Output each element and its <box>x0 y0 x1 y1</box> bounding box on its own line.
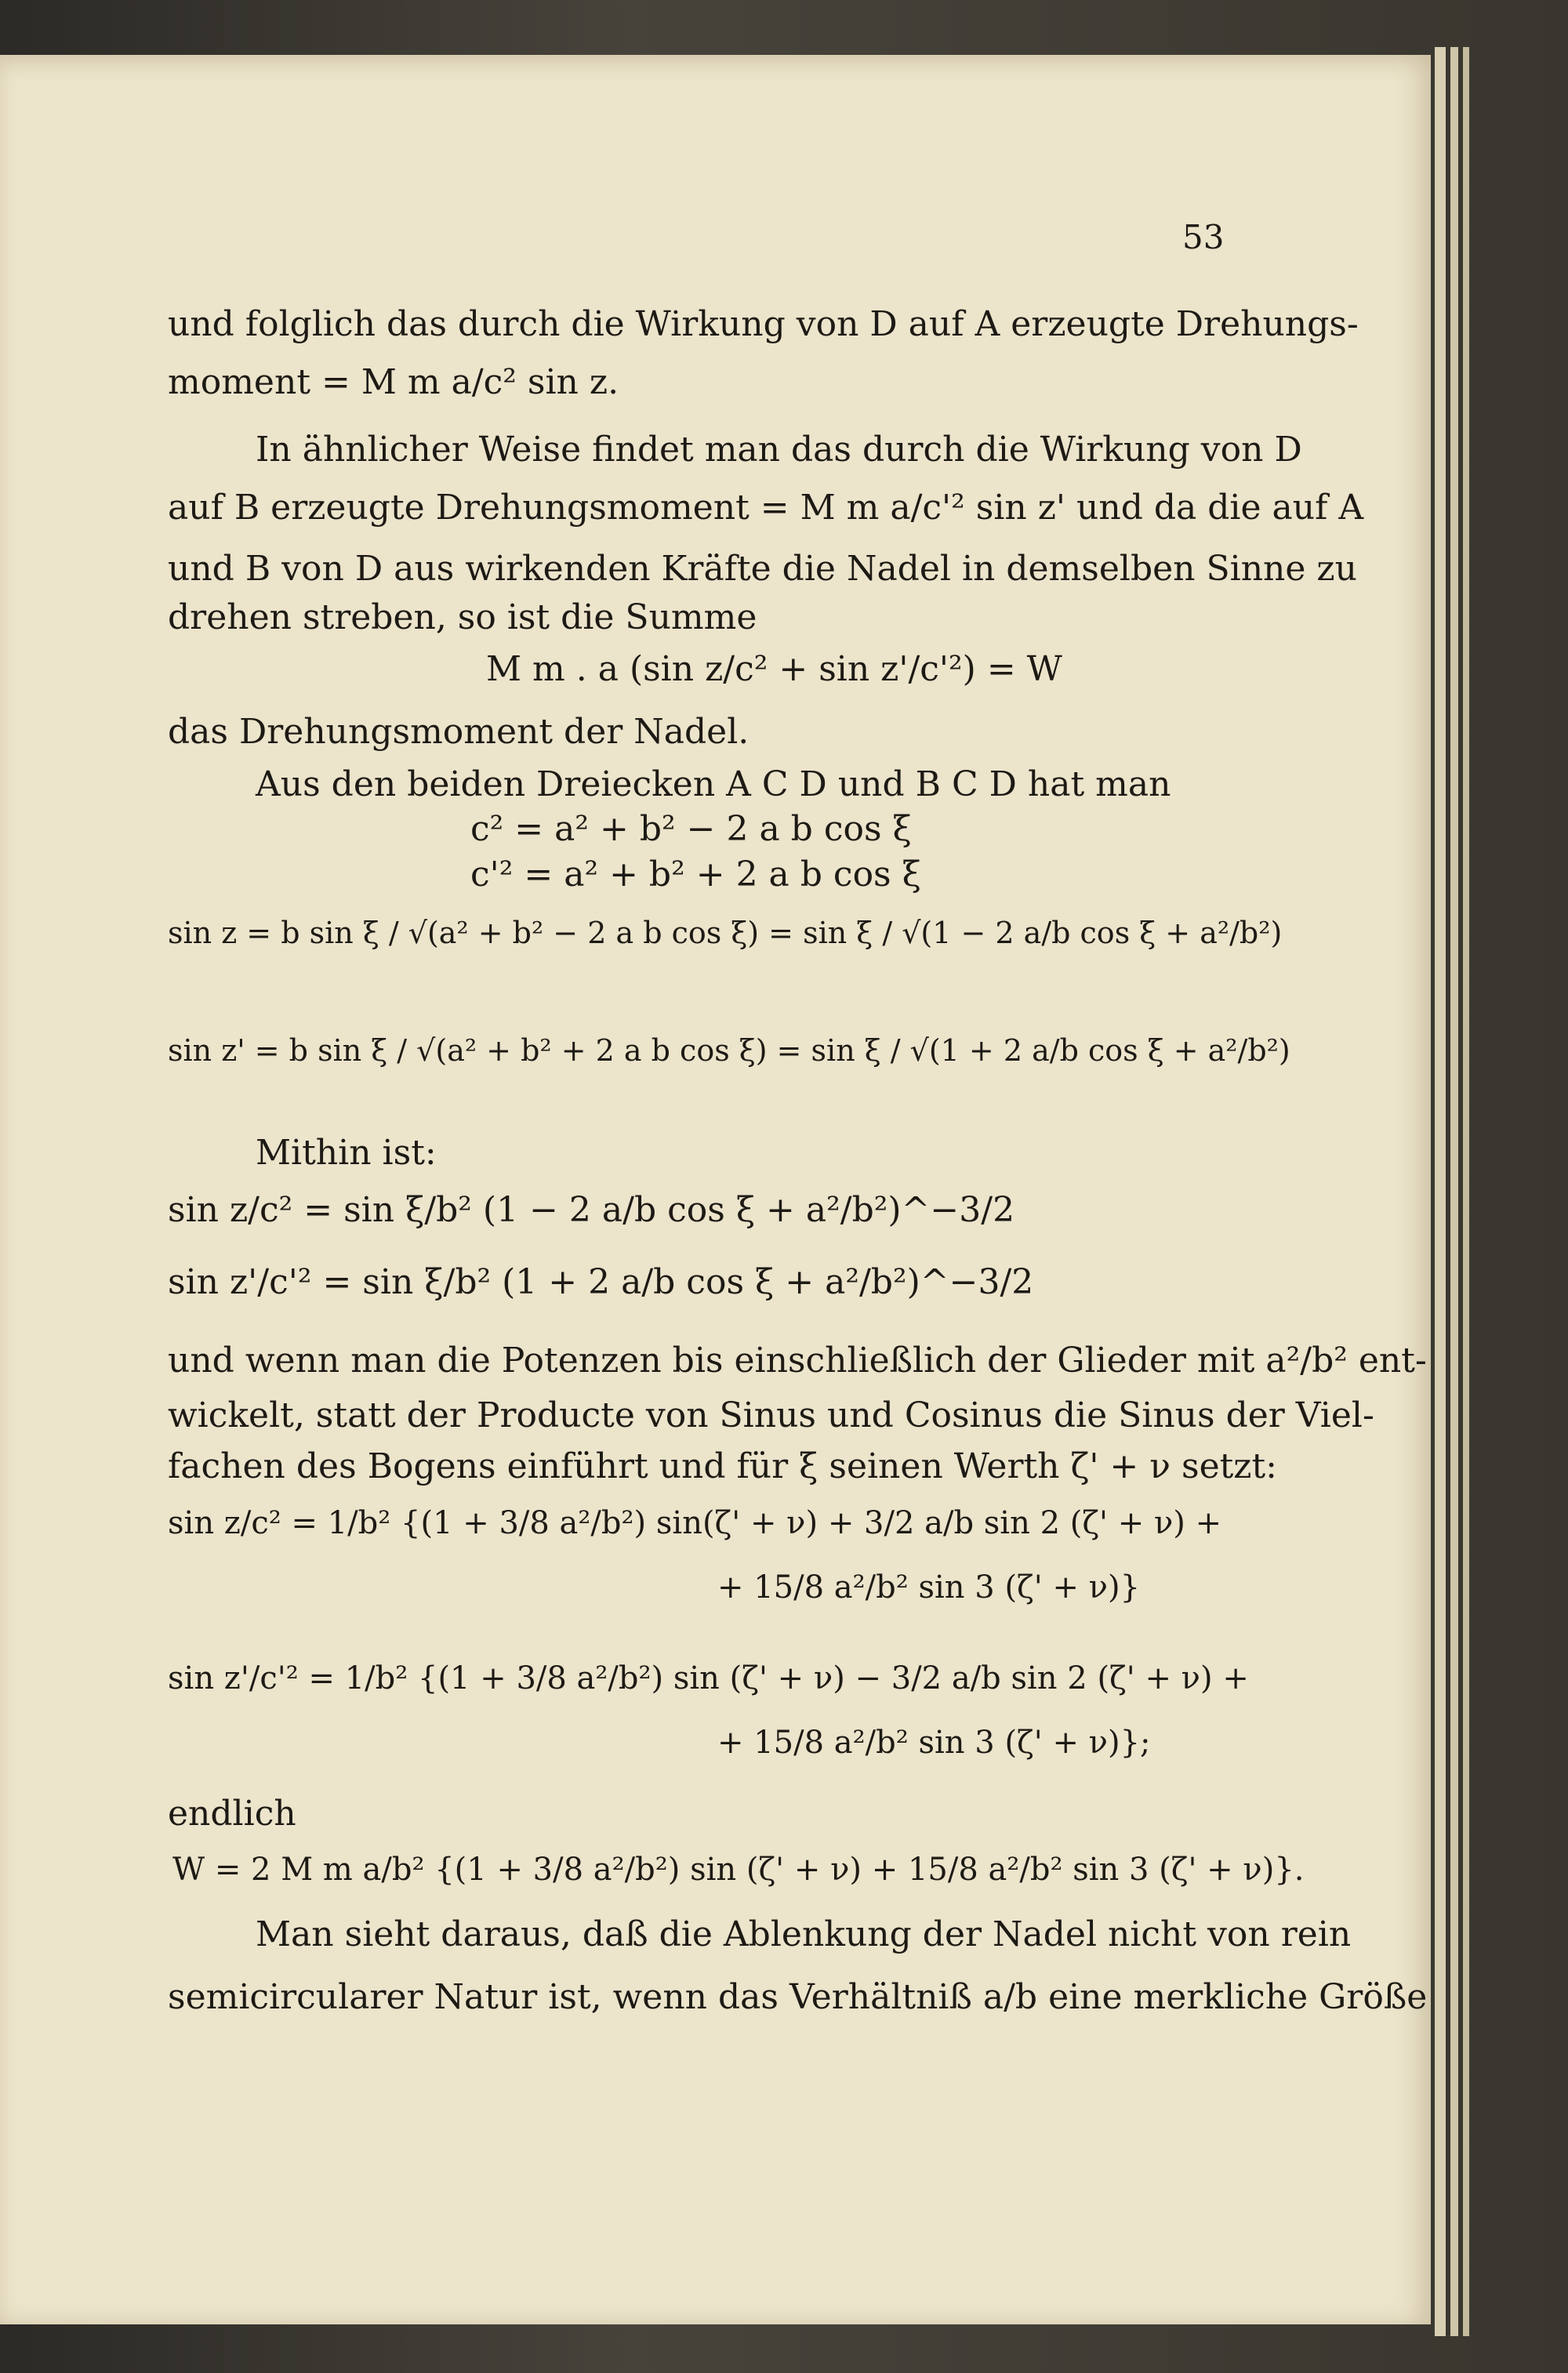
text-line: endlich <box>168 1794 296 1834</box>
equation: sin z'/c'² = sin ξ/b² (1 + 2 a/b cos ξ + a²/b²)^−3/2 <box>168 1262 1034 1302</box>
text-line: und folglich das durch die Wirkung von D auf A erzeugte Drehungs- <box>168 304 1359 344</box>
text-line: drehen streben, so ist die Summe <box>168 597 757 637</box>
equation: sin z' = b sin ξ / √(a² + b² + 2 a b cos ξ) = sin ξ / √(1 + 2 a/b cos ξ + a²/b²) <box>168 1033 1290 1068</box>
page-number: 53 <box>1182 218 1225 256</box>
equation: sin z/c² = sin ξ/b² (1 − 2 a/b cos ξ + a²/b²)^−3/2 <box>168 1190 1015 1230</box>
text-line: semicircularer Natur ist, wenn das Verhältniß a/b eine merkliche Größe <box>168 1977 1428 2017</box>
text-line: Mithin ist: <box>256 1133 437 1173</box>
page-edge <box>1450 47 1458 2336</box>
equation: c² = a² + b² − 2 a b cos ξ <box>470 809 912 849</box>
page-edge <box>1435 47 1446 2336</box>
text-line: moment = M m a/c² sin z. <box>168 362 619 402</box>
text-line: In ähnlicher Weise findet man das durch die Wirkung von D <box>256 430 1302 470</box>
equation: + 15/8 a²/b² sin 3 (ζ' + ν)}; <box>717 1725 1151 1761</box>
equation: M m . a (sin z/c² + sin z'/c'²) = W <box>486 649 1062 689</box>
text-line: Man sieht daraus, daß die Ablenkung der Nadel nicht von rein <box>256 1914 1352 1954</box>
equation: W = 2 M m a/b² {(1 + 3/8 a²/b²) sin (ζ' + ν) + 15/8 a²/b² sin 3 (ζ' + ν)}. <box>172 1852 1305 1888</box>
text-line: das Drehungsmoment der Nadel. <box>168 712 750 752</box>
equation: sin z/c² = 1/b² {(1 + 3/8 a²/b²) sin(ζ' + ν) + 3/2 a/b sin 2 (ζ' + ν) + <box>168 1505 1222 1541</box>
text-line: wickelt, statt der Producte von Sinus und Cosinus die Sinus der Viel- <box>168 1395 1374 1435</box>
text-line: Aus den beiden Dreiecken A C D und B C D hat man <box>256 764 1171 804</box>
equation: sin z = b sin ξ / √(a² + b² − 2 a b cos ξ) = sin ξ / √(1 − 2 a/b cos ξ + a²/b²) <box>168 916 1283 950</box>
page-edge <box>1463 47 1469 2336</box>
text-line: und B von D aus wirkenden Kräfte die Nadel in demselben Sinne zu <box>168 549 1357 589</box>
equation: sin z'/c'² = 1/b² {(1 + 3/8 a²/b²) sin (ζ' + ν) − 3/2 a/b sin 2 (ζ' + ν) + <box>168 1660 1249 1696</box>
text-line: fachen des Bogens einführt und für ξ seinen Werth ζ' + ν setzt: <box>168 1446 1277 1486</box>
text-line: und wenn man die Potenzen bis einschließlich der Glieder mit a²/b² ent- <box>168 1341 1427 1381</box>
equation: + 15/8 a²/b² sin 3 (ζ' + ν)} <box>717 1569 1141 1606</box>
text-line: auf B erzeugte Drehungsmoment = M m a/c'² sin z' und da die auf A <box>168 488 1364 528</box>
equation: c'² = a² + b² + 2 a b cos ξ <box>470 854 921 894</box>
